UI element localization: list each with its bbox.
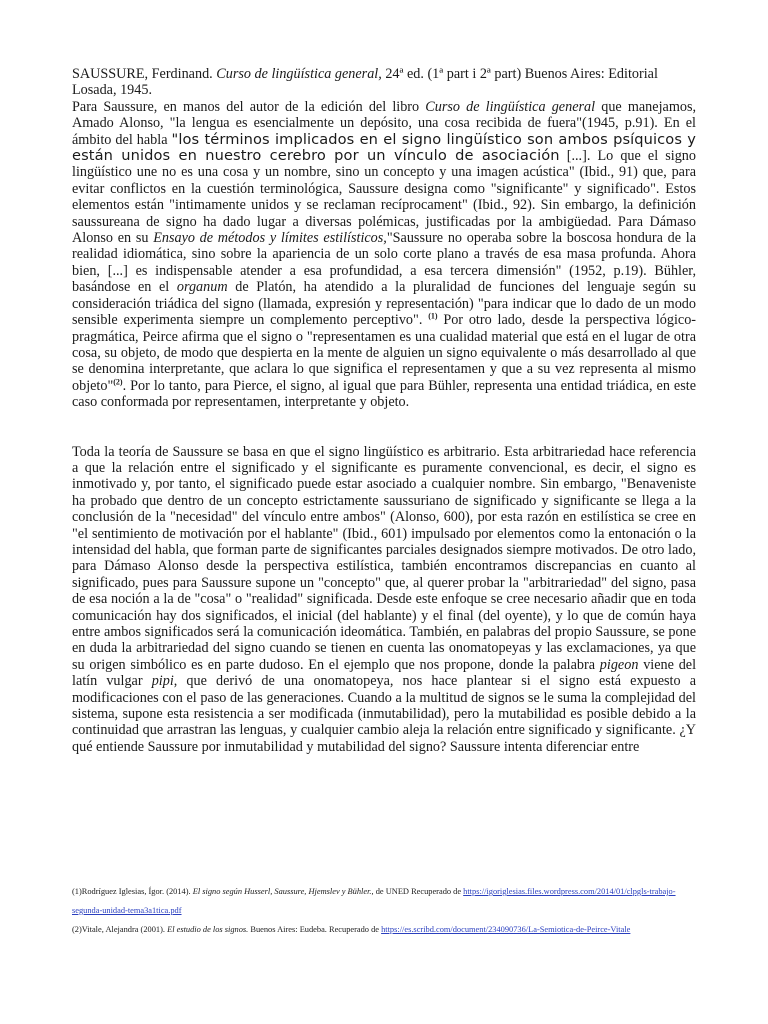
text-span: Por otro lado, desde la perspectiva lógico-pragmática, Peirce afirma que el signo o "representamen es una cualidad material que está en el lugar de otra cosa, su objeto, de modo que despierta en la mente de alguien un signo equivalente o más desarrollado al que se denomina interpretante, que aclara lo que significa el representamen y que a su vez representa al mismo objeto": [72, 312, 697, 394]
italic-term: pigeon: [599, 656, 639, 673]
book-title: Curso de lingüística general: [425, 98, 596, 115]
italic-term: pipi: [151, 673, 174, 690]
footnotes-section: [72, 882, 696, 939]
reference-details: 24ª ed. (1ª part i 2ª part) Buenos Aires: Editorial Losada, 1945.: [72, 66, 658, 99]
text-span: Para Saussure, en manos del autor de la edición del libro: [72, 98, 420, 115]
footnote-2: [72, 920, 696, 939]
text-span: , que derivó de una onomatopeya, nos hace plantear si el signo está expuesto a modificaciones con el paso de las generaciones. Cuando a la multitud de signos se le suma la complejidad del sistema, supone esta resistencia a ser modificada (inmutabilidad), pero la mutabilidad es posible debido a la continuidad que arrastran las lenguas, y cualquier cambio aleja la relación entre significado y significante. ¿Y qué entiende Saussure por inmutabilidad y mutabilidad del signo? Saussure intenta diferenciar entre: [72, 673, 696, 755]
text-span: [...]. Lo que el signo lingüístico une no es una cosa y un nombre, sino un concepto y una imagen acústica" (Ibid., 91) que, para evitar conflictos en la cuestión terminológica, Saussure designa como "significante" y significado". Estos elementos están "intimamente unidos y se reclaman recíprocament" (Ibid., 92). Sin embargo, la definición saussureana de signo ha dado lugar a diversas polémicas, justificadas por la ambigüedad. Para Dámaso Alonso en su: [72, 148, 696, 247]
text-span: que manejamos, Amado Alonso, "la lengua es esencialmente un depósito, una cosa recibida de fuera"(1945, p.91). En el ámbito del habla: [72, 98, 697, 148]
footnote-2-link[interactable]: https://es.scribd.com/document/234090736/La-Semiotica-de-Peirce-Vitale: [381, 925, 631, 934]
paragraph-2: [72, 444, 696, 756]
footnote-text: (2)Vitale, Alejandra (2001).: [72, 925, 165, 934]
text-span: viene del latín vulgar: [72, 656, 697, 690]
footnote-ref-1[interactable]: (1): [428, 311, 438, 321]
footnote-text: , de UNED Recuperado de: [371, 887, 462, 896]
paragraph-gap: [72, 411, 696, 444]
footnote-1-link[interactable]: https://igoriglesias.files.wordpress.com/2014/01/clpgls-trabajo-segunda-unidad-tema3a1tica.pdf: [72, 887, 676, 915]
bibliographic-reference: [72, 66, 696, 99]
text-span: . Por lo tanto, para Pierce, el signo, al igual que para Bühler, representa una entidad triádica, en este caso conformada por representamen, interpretante y objeto.: [72, 377, 696, 411]
quoted-text-sans: "los términos implicados en el signo lingüístico son ambos psíquicos y están unidos en nuestro cerebro por un vínculo de asociación: [72, 130, 696, 165]
text-span: "Saussure no operaba sobre la boscosa hondura de la realidad idiomática, sino sobre la apariencia de un solo corte plano a través de esa masa profunda. Ahora bien, [...] es indispensable atender a esa profundidad, a esa tercera dimensión" (1952, p.19). Bühler, basándose en el: [72, 230, 697, 296]
reference-author: SAUSSURE, Ferdinand.: [72, 66, 213, 82]
footnote-ref-2[interactable]: (2): [113, 376, 123, 386]
reference-title: Curso de lingüística general,: [216, 66, 382, 82]
footnote-text: (1)Rodríguez Iglesias, Ígor. (2014).: [72, 887, 191, 896]
text-span: de Platón, ha atendido a la pluralidad de funciones del lenguaje según su consideración triádica del signo (llamada, expresión y representación) "para indicar que lo dado de un modo sensible experimenta siempre un complemento perceptivo".: [72, 279, 696, 329]
footnote-1: [72, 882, 696, 920]
footnote-title: El signo según Husserl, Saussure, Hjemslev y Bühler.: [192, 887, 372, 896]
paragraph-1: [72, 99, 696, 411]
footnote-title: El estudio de los signos.: [167, 925, 249, 934]
footnote-text: Buenos Aires: Eudeba. Recuperado de: [250, 925, 379, 934]
text-span: Toda la teoría de Saussure se basa en que el signo lingüístico es arbitrario. Esta arbitrariedad hace referencia a que la relación entre el significado y el significante es puramente convencional, es decir, el signo es inmotivado y, por tanto, el significado puede estar asociado a cualquier nombre. Sin embargo, "Benaveniste ha probado que dentro de un concepto estrictamente saussuriano de significado y significante se llega a la conclusión de la "necesidad" del vínculo entre ambos" (Alonso, 600), por esta razón en estilística se cree en "el sentimiento de motivación por el hablante" (Ibid., 601) impulsado por elementos como la entonación o la intensidad del habla, que forman parte de significantes parciales designados siempre motivados. De otro lado, para Dámaso Alonso desde la perspectiva estilística, también encontramos discrepancias en cuanto al significado, pues para Saussure supone un "concepto" que, al querer probar la "arbitrariedad" del signo, pasa de esa noción a la de "cosa" o "realidad" significada. Desde este enfoque se cree necesario añadir que en toda comunicación hay dos significados, el inicial (del hablante) y el final (del oyente), y lo que de común haya entre ambos significados será la comunicación ideomática. También, en palabras del propio Saussure, se pone en duda la arbitrariedad del signo cuando se tienen en cuenta las onomatopeyas y las exclamaciones, ya que su origen simbólico es en parte dudoso. En el ejemplo que nos propone, donde la palabra: [72, 443, 696, 673]
book-title: Ensayo de métodos y límites estilísticos,: [153, 230, 387, 247]
italic-term: organum: [176, 279, 228, 296]
